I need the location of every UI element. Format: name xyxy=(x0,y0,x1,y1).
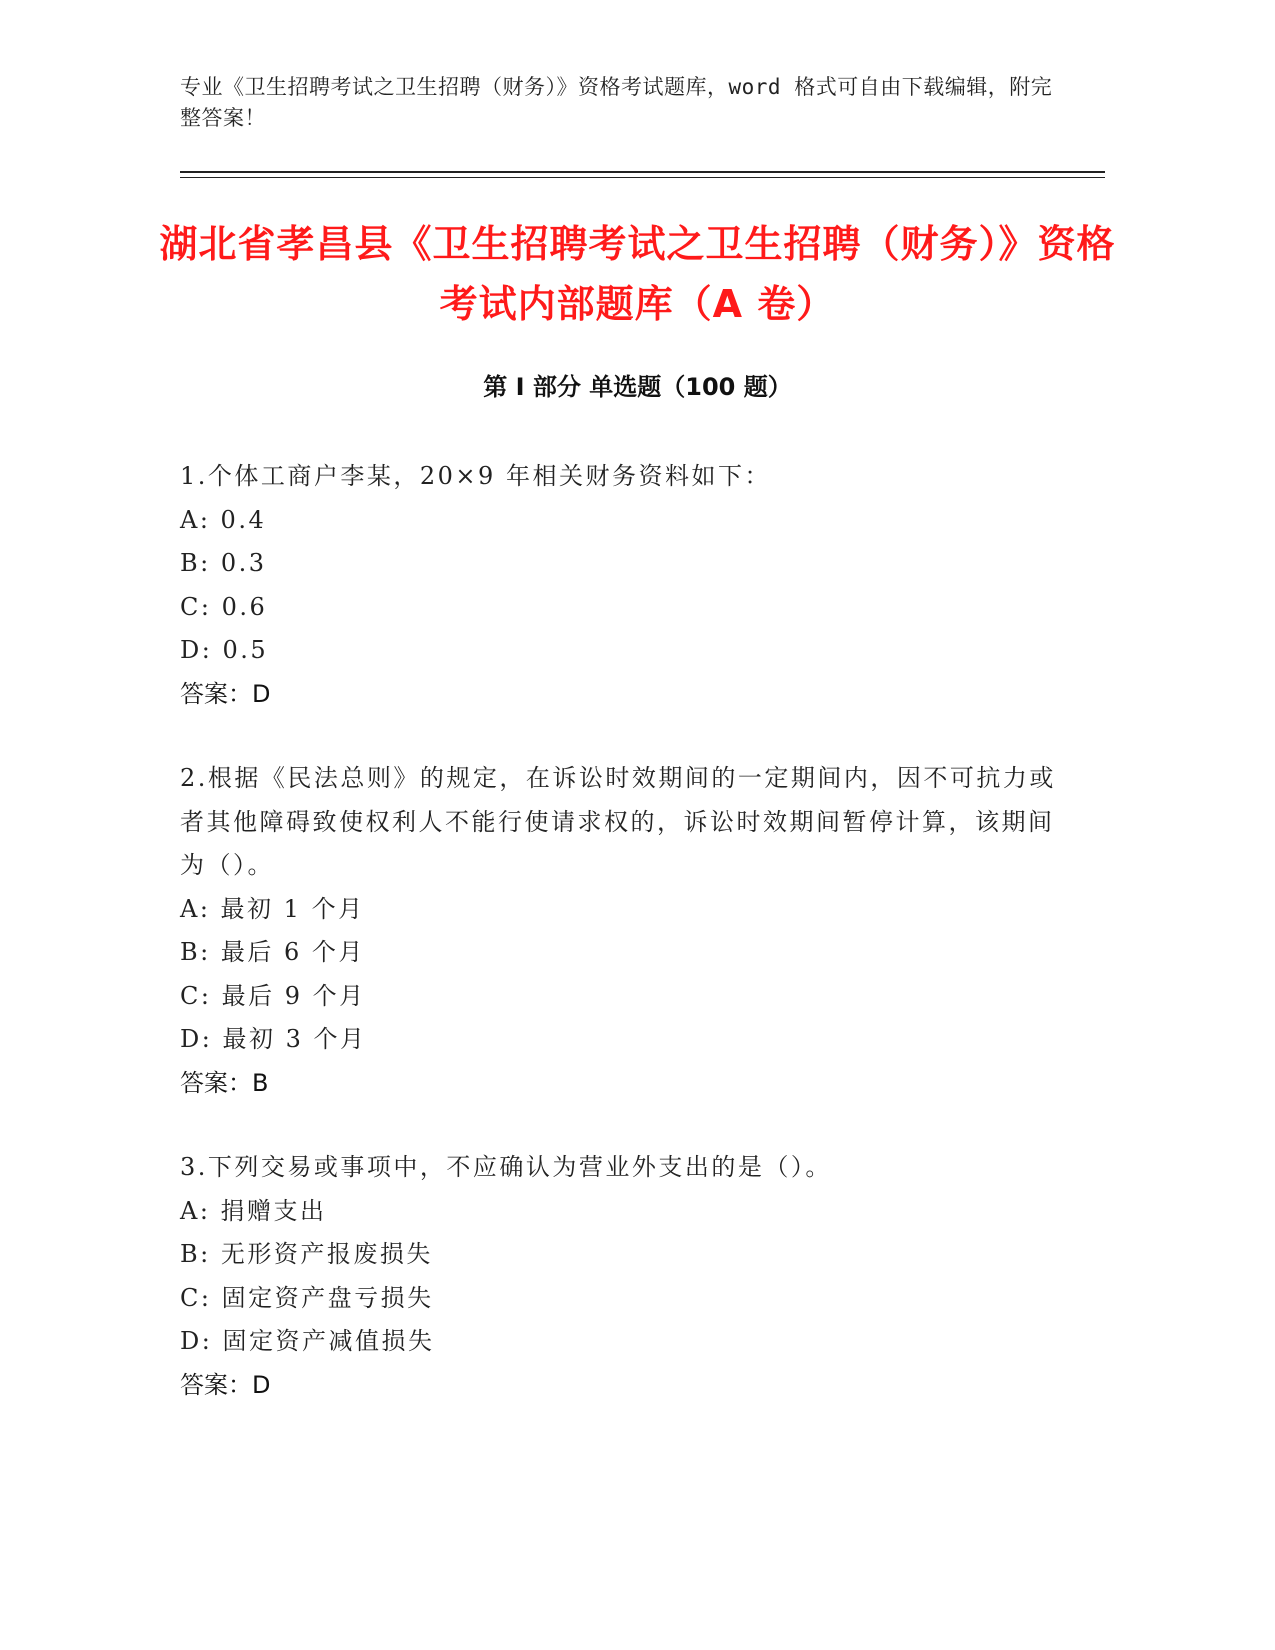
option-d: D: 最初 3 个月 xyxy=(180,1025,367,1053)
option-c: C: 0.6 xyxy=(180,592,268,621)
option-c: C: 固定资产盘亏损失 xyxy=(180,1283,434,1312)
option-d: D: 0.5 xyxy=(180,636,269,664)
option-a: A: 最初 1 个月 xyxy=(180,894,365,923)
option-b: B: 最后 6 个月 xyxy=(180,938,365,966)
question-1 xyxy=(180,455,1060,716)
option-b: B: 无形资产报废损失 xyxy=(180,1240,433,1268)
question-list xyxy=(180,455,1060,1448)
option-d: D: 固定资产减值损失 xyxy=(180,1327,435,1355)
answer: 答案：B xyxy=(180,1068,269,1097)
question-2 xyxy=(180,757,1060,1105)
header-divider-thick xyxy=(180,171,1105,173)
question-3 xyxy=(180,1146,1060,1407)
question-stem: 1.个体工商户李某，20×9 年相关财务资料如下： xyxy=(180,462,771,490)
answer: 答案：D xyxy=(180,679,271,708)
question-stem: 3.下列交易或事项中，不应确认为营业外支出的是（）。 xyxy=(180,1153,832,1181)
document-title: 湖北省孝昌县《卫生招聘考试之卫生招聘（财务）》资格考试内部题库（A 卷） xyxy=(159,222,1116,326)
option-b: B: 0.3 xyxy=(180,549,267,577)
section-title: 第 I 部分 单选题（100 题） xyxy=(483,373,792,401)
option-a: A: 捐赠支出 xyxy=(180,1196,327,1225)
header-divider-thin xyxy=(180,177,1105,178)
option-c: C: 最后 9 个月 xyxy=(180,981,366,1010)
header-note: 专业《卫生招聘考试之卫生招聘（财务）》资格考试题库，word 格式可自由下载编辑，附完整答案！ xyxy=(180,75,1053,130)
answer: 答案：D xyxy=(180,1370,271,1399)
option-a: A: 0.4 xyxy=(180,505,267,534)
question-stem: 2.根据《民法总则》的规定，在诉讼时效期间的一定期间内，因不可抗力或者其他障碍致使权利人不能行使请求权的，诉讼时效期间暂停计算，该期间为（）。 xyxy=(180,764,1056,879)
